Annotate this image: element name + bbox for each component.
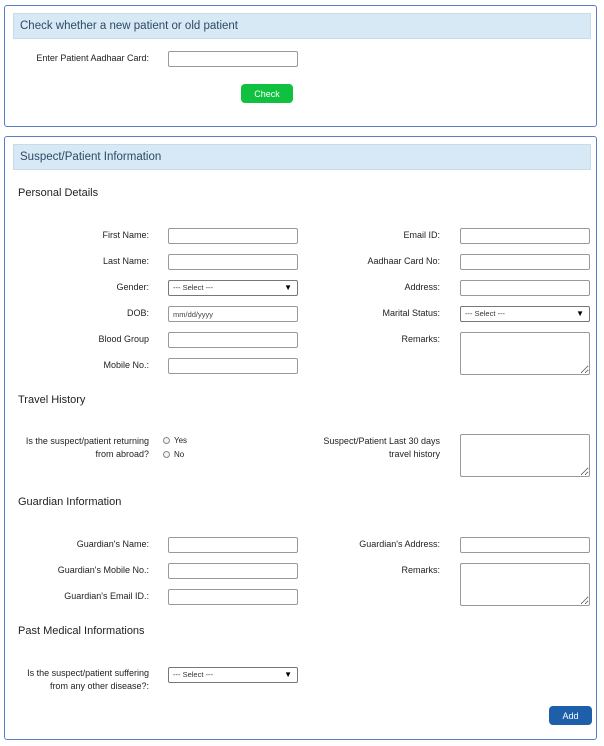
guardian-name-label: Guardian's Name:	[76, 539, 149, 549]
last-name-label: Last Name:	[102, 256, 149, 266]
blood-group-input[interactable]	[168, 332, 298, 348]
returning-abroad-label	[26, 435, 149, 461]
check-panel-title: Check whether a new patient or old patient	[13, 13, 591, 39]
mobile-input[interactable]	[168, 358, 298, 374]
address-input[interactable]	[460, 280, 590, 296]
gender-selected-value: --- Select ---	[173, 283, 213, 292]
disease-selected-value: --- Select ---	[173, 670, 213, 679]
aadhaar-check-label: Enter Patient Aadhaar Card:	[36, 53, 149, 63]
radio-no-circle[interactable]	[163, 451, 170, 458]
check-patient-panel	[4, 5, 597, 127]
aadhaar-no-label: Aadhaar Card No:	[367, 256, 440, 266]
other-disease-line-1: Is the suspect/patient suffering	[27, 668, 149, 678]
chevron-down-icon: ▼	[284, 670, 292, 679]
gender-select[interactable]	[168, 280, 298, 296]
aadhaar-check-input[interactable]	[168, 51, 298, 67]
remarks-label: Remarks:	[401, 334, 440, 344]
remarks-textarea[interactable]	[460, 332, 590, 375]
last-name-input[interactable]	[168, 254, 298, 270]
marital-status-select[interactable]	[460, 306, 590, 322]
travel-history-heading: Travel History	[18, 394, 86, 406]
guardian-address-label: Guardian's Address:	[359, 539, 440, 549]
other-disease-select[interactable]	[168, 667, 298, 683]
guardian-name-input[interactable]	[168, 537, 298, 553]
other-disease-line-2: from any other disease?:	[49, 681, 149, 691]
radio-no[interactable]	[163, 450, 184, 459]
first-name-input[interactable]	[168, 228, 298, 244]
guardian-info-heading: Guardian Information	[18, 496, 122, 508]
radio-yes[interactable]	[163, 436, 187, 445]
dob-label: DOB:	[126, 308, 149, 318]
marital-status-label: Marital Status:	[382, 308, 440, 318]
guardian-mobile-label: Guardian's Mobile No.:	[57, 565, 149, 575]
guardian-email-label: Guardian's Email ID.:	[64, 591, 149, 601]
marital-selected-value: --- Select ---	[465, 309, 505, 318]
other-disease-label	[27, 667, 149, 693]
address-label: Address:	[404, 282, 440, 292]
radio-no-label: No	[174, 450, 185, 459]
blood-group-label: Blood Group	[98, 334, 149, 344]
mobile-label: Mobile No.:	[103, 360, 149, 370]
chevron-down-icon: ▼	[576, 309, 584, 318]
travel-history-textarea[interactable]	[460, 434, 590, 477]
email-input[interactable]	[460, 228, 590, 244]
personal-details-heading: Personal Details	[18, 187, 99, 199]
guardian-address-input[interactable]	[460, 537, 590, 553]
add-button[interactable]: Add	[549, 706, 592, 725]
dob-input[interactable]	[168, 306, 298, 322]
travel-history-line-1: Suspect/Patient Last 30 days	[323, 436, 440, 446]
first-name-label: First Name:	[102, 230, 149, 240]
patient-info-panel	[4, 136, 597, 740]
gender-label: Gender:	[116, 282, 149, 292]
guardian-email-input[interactable]	[168, 589, 298, 605]
guardian-remarks-textarea[interactable]	[460, 563, 590, 606]
aadhaar-no-input[interactable]	[460, 254, 590, 270]
radio-yes-circle[interactable]	[163, 437, 170, 444]
email-label: Email ID:	[403, 230, 440, 240]
returning-abroad-line-1: Is the suspect/patient returning	[25, 436, 149, 446]
check-button[interactable]: Check	[241, 84, 293, 103]
returning-abroad-line-2: from abroad?	[95, 449, 149, 459]
guardian-remarks-label: Remarks:	[401, 565, 440, 575]
guardian-mobile-input[interactable]	[168, 563, 298, 579]
chevron-down-icon: ▼	[284, 283, 292, 292]
travel-history-label	[323, 435, 440, 461]
info-panel-title: Suspect/Patient Information	[13, 144, 591, 170]
travel-history-line-2: travel history	[388, 449, 440, 459]
medical-info-heading: Past Medical Informations	[18, 625, 145, 637]
radio-yes-label: Yes	[174, 436, 188, 445]
